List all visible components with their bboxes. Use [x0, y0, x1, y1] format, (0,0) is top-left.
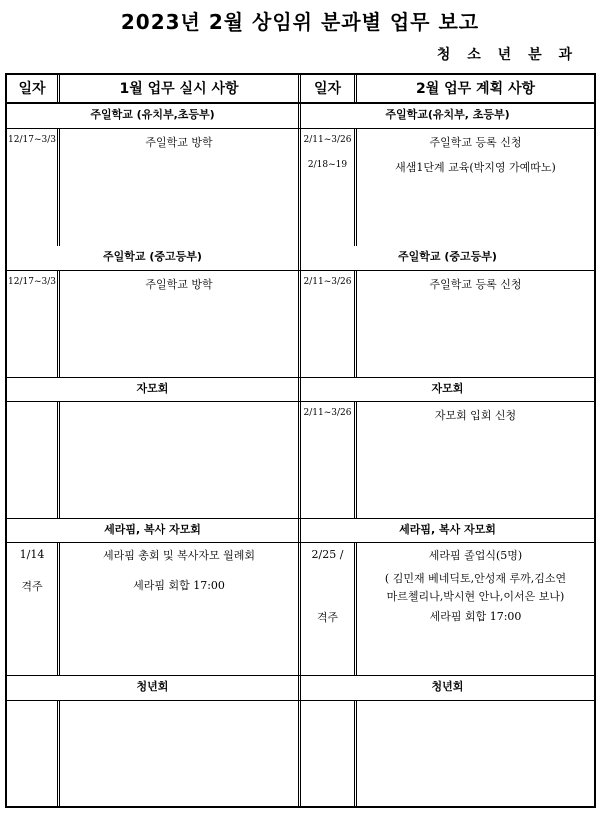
section-divider [5, 700, 596, 701]
row-date: 2/11~3/26 [303, 277, 352, 287]
row-date: 격주 [21, 580, 43, 593]
section-title-mothers-club-right: 자모회 [431, 382, 464, 395]
section-band-right [301, 104, 594, 128]
section-title-mothers-club-left: 자모회 [136, 382, 169, 395]
row-date: 2/11~3/26 [303, 135, 352, 145]
row-date: 2/25 / [311, 548, 344, 561]
section-band-right [301, 246, 594, 270]
header-date-right: 일자 [313, 81, 342, 97]
section-band-left [7, 246, 298, 270]
section-band-left [7, 378, 298, 401]
section-title-youth-club-right: 청년회 [431, 680, 464, 693]
row-date: 2/11~3/26 [303, 408, 352, 418]
section-band-right [301, 378, 594, 401]
row-date: 1/14 [19, 548, 45, 561]
row-text: 세라핌 졸업식(5명) [428, 549, 523, 562]
row-text: 주일학교 방학 [145, 278, 213, 291]
section-title-seraphim-left: 세라핌, 복사 자모회 [104, 523, 201, 536]
section-divider [5, 128, 596, 129]
row-text: 마르첼리나,박시현 안나,이서은 보나) [386, 590, 565, 603]
row-text: ( 김민재 베네딕토,안성재 루까,김소연 [384, 572, 567, 585]
row-text: 주일학교 방학 [145, 136, 213, 149]
section-divider [5, 270, 596, 271]
section-title-sunday-school-secondary-left: 주일학교 (중고등부) [103, 250, 202, 263]
section-title-youth-club-left: 청년회 [136, 680, 169, 693]
section-band-left [7, 676, 298, 700]
section-band-left [7, 519, 298, 542]
row-date: 격주 [316, 611, 339, 624]
section-title-sunday-school-elementary-right: 주일학교(유치부, 초등부) [385, 108, 510, 121]
section-band-right [301, 519, 594, 542]
row-date: 12/17~3/3 [8, 135, 56, 145]
section-title-sunday-school-secondary-right: 주일학교 (중고등부) [398, 250, 497, 263]
header-february-title: 2월 업무 계획 사항 [415, 81, 536, 97]
row-text: 세라핌 회합 17:00 [429, 610, 522, 623]
row-text: 자모회 입회 신청 [434, 409, 517, 422]
header-date-left: 일자 [18, 81, 46, 97]
row-date: 2/18~19 [307, 160, 348, 170]
row-date: 12/17~3/3 [8, 277, 56, 287]
section-band-right [301, 676, 594, 700]
department-name: 청 소 년 분 과 [436, 47, 578, 63]
section-band-left [7, 104, 298, 128]
section-title-sunday-school-elementary-left: 주일학교 (유치부,초등부) [90, 108, 215, 121]
row-text: 세라핌 총회 및 복사자모 월례회 [102, 549, 256, 562]
section-title-seraphim-right: 세라핌, 복사 자모회 [399, 523, 496, 536]
row-text: 세라핌 회합 17:00 [133, 579, 225, 592]
row-text: 새샘1단계 교육(박지영 가예따노) [395, 161, 556, 174]
section-divider [5, 542, 596, 543]
header-january-title: 1월 업무 실시 사항 [119, 81, 239, 97]
row-text: 주일학교 등록 신청 [429, 136, 522, 149]
section-divider [5, 401, 596, 402]
document-title: 2023년 2월 상임위 분과별 업무 보고 [120, 10, 480, 34]
row-text: 주일학교 등록 신청 [429, 278, 522, 291]
